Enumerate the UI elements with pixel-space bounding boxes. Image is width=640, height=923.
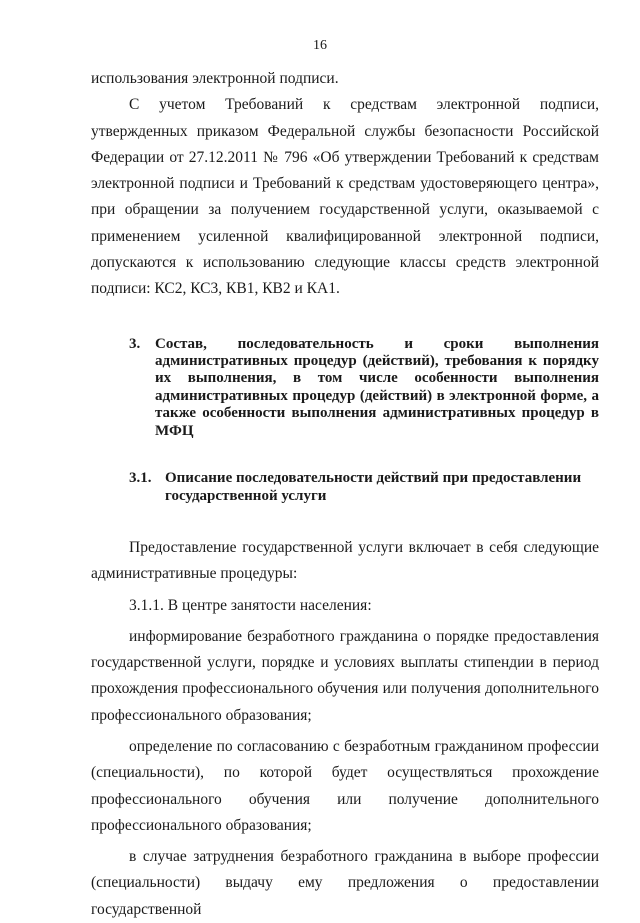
section-3-1-heading	[129, 470, 599, 505]
section-3-number: 3.	[129, 335, 141, 352]
paragraph-profession-selection: определение по согласованию с безработным гражданином профессии (специальности), по которой будет осуществляться прохождение профессионального обучения или получение дополнительного профессионального образования;	[91, 738, 599, 834]
paragraph-procedures-intro: Предоставление государственной услуги включает в себя следующие административные процедуры:	[91, 538, 599, 583]
paragraph-informing: информирование безработного гражданина о порядке предоставления государственной услуги, порядке и условиях выплаты стипендии в период прохождения профессионального обучения или получения дополнительного профессионального образования;	[91, 627, 599, 724]
section-3-1-number: 3.1.	[129, 470, 152, 487]
paragraph-signature-requirements: С учетом Требований к средствам электронной подписи, утвержденных приказом Федеральной службы безопасности Российской Федерации от 27.12.2011 № 796 «Об утверждении Требований к средствам электронной подписи и Требований к средствам удостоверяющего центра», при обращении за получением государственной услуги, оказываемой с применением усиленной квалифицированной электронной подписи, допускаются к использованию следующие классы средств электронной подписи: КС2, КС3, КВ1, КВ2 и КА1.	[91, 96, 599, 298]
paragraph-difficulty-case: в случае затруднения безработного гражданина в выборе профессии (специальности) выдачу ему предложения о предоставлении государственной	[91, 848, 599, 918]
page-number: 16	[313, 38, 327, 53]
paragraph-continuation: использования электронной подписи.	[91, 70, 339, 87]
document-body	[91, 66, 599, 923]
paragraph-3-1-1: 3.1.1. В центре занятости населения:	[129, 596, 372, 614]
section-3-1-title-line1: Описание последовательности действий при предоставлении	[165, 470, 582, 487]
section-3-1-title-line2: государственной услуги	[165, 487, 327, 504]
section-3-heading	[129, 336, 599, 440]
section-3-title: Состав, последовательность и сроки выполнения административных процедур (действий), требования к порядку их выполнения, в том числе особенности выполнения административных процедур (действий) в электронной форме, а также особенности выполнения административных процедур в МФЦ	[155, 335, 599, 439]
